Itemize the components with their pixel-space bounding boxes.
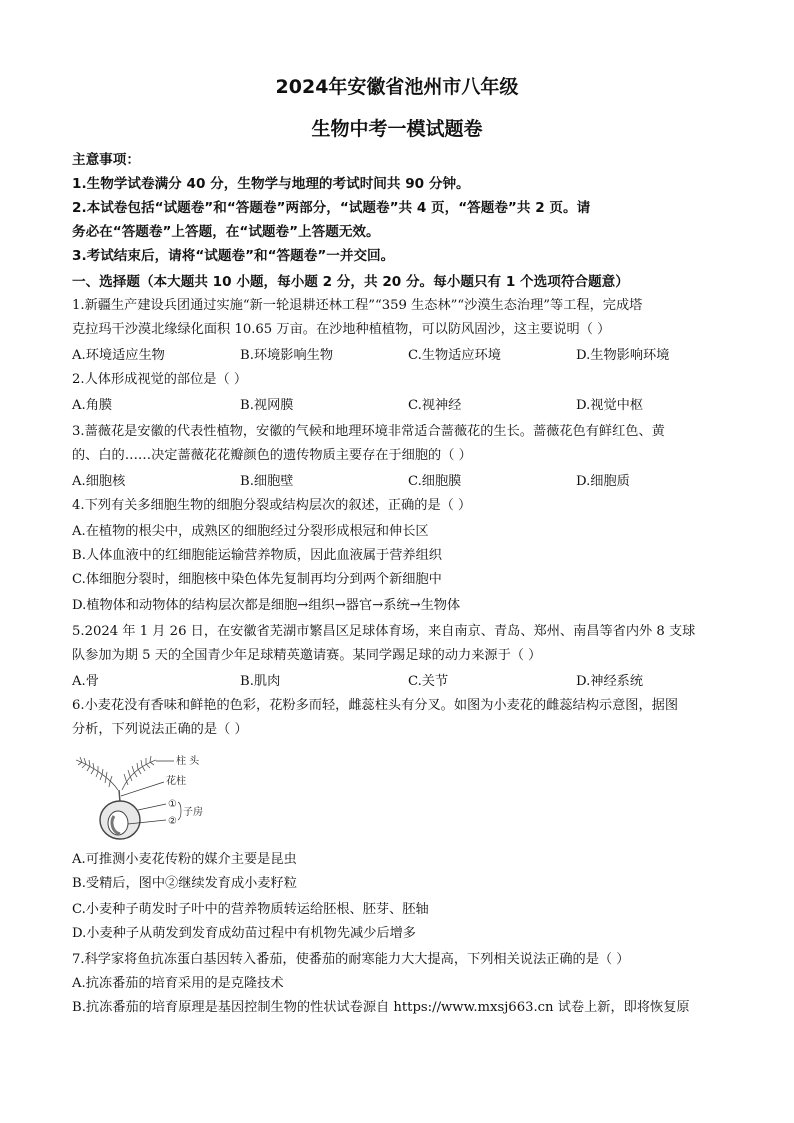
q4-option-c[interactable]: C.体细胞分裂时，细胞核中染色体先复制再均分到两个新细胞中 — [72, 572, 442, 587]
notice-item: 3.考试结束后，请将“试题卷”和“答题卷”一并交回。 — [72, 248, 395, 264]
question-6-line: 分析，下列说法正确的是（ ） — [72, 722, 248, 737]
question-1-line: 克拉玛干沙漠北缘绿化面积 10.65 万亩。在沙地种植植物，可以防风固沙，这主要说明（ ） — [72, 322, 611, 337]
q2-option-d[interactable]: D.视觉中枢 — [576, 398, 644, 413]
section-heading: 一、选择题（本大题共 10 小题，每小题 2 分，共 20 分。每小题只有 1 个选项符合题意） — [72, 274, 629, 290]
notice-item: 务必在“答题卷”上答题，在“试题卷”上答题无效。 — [72, 224, 380, 240]
question-2-line: 2.人体形成视觉的部位是（ ） — [72, 372, 248, 387]
label-part-2: ② — [168, 816, 177, 827]
stigma-left-icon — [76, 757, 118, 790]
q3-option-b[interactable]: B.细胞壁 — [240, 474, 294, 489]
q2-option-a[interactable]: A.角膜 — [72, 398, 113, 413]
label-ovary: 子房 — [183, 807, 203, 818]
q4-option-b[interactable]: B.人体血液中的红细胞能运输营养物质，因此血液属于营养组织 — [72, 548, 442, 563]
question-6-line: 6.小麦花没有香味和鲜艳的色彩，花粉多而轻，雌蕊柱头有分叉。如图为小麦花的雌蕊结构示意图，据图 — [72, 698, 679, 713]
question-5-line: 队参加为期 5 天的全国青少年足球精英邀请赛。某同学踢足球的动力来源于（ ） — [72, 648, 542, 663]
q6-option-d[interactable]: D.小麦种子从萌发到发育成幼苗过程中有机物先减少后增多 — [72, 926, 416, 941]
q1-option-b[interactable]: B.环境影响生物 — [240, 348, 334, 363]
ovary-icon — [100, 801, 140, 839]
question-3-line: 的、白的……决定蔷薇花花瓣颜色的遗传物质主要存在于细胞的（ ） — [72, 448, 472, 463]
notice-item: 2.本试卷包括“试题卷”和“答题卷”两部分，“试题卷”共 4 页，“答题卷”共 2 页。请 — [72, 200, 591, 216]
label-stigma: 柱 头 — [176, 756, 200, 767]
q6-option-c[interactable]: C.小麦种子萌发时子叶中的营养物质转运给胚根、胚芽、胚轴 — [72, 902, 429, 917]
question-1-line: 1.新疆生产建设兵团通过实施“新一轮退耕还林工程”“359 生态林”“沙漠生态治理”等工程，完成塔 — [72, 298, 643, 313]
q2-option-c[interactable]: C.视神经 — [408, 398, 462, 413]
q3-option-a[interactable]: A.细胞核 — [72, 474, 126, 489]
wheat-pistil-figure — [70, 752, 220, 842]
question-4-line: 4.下列有关多细胞生物的细胞分裂或结构层次的叙述，正确的是（ ） — [72, 498, 472, 513]
q2-option-b[interactable]: B.视网膜 — [240, 398, 294, 413]
stigma-right-icon — [122, 756, 156, 790]
q3-option-d[interactable]: D.细胞质 — [576, 474, 630, 489]
q5-option-d[interactable]: D.神经系统 — [576, 674, 644, 689]
q4-option-a[interactable]: A.在植物的根尖中，成熟区的细胞经过分裂形成根冠和伸长区 — [72, 524, 429, 539]
question-5-line: 5.2024 年 1 月 26 日，在安徽省芜湖市繁昌区足球体育场，来自南京、青岛、郑州、南昌等省内外 8 支球 — [72, 624, 696, 639]
exam-title-line2: 生物中考一模试题卷 — [311, 118, 483, 140]
exam-title-line1: 2024年安徽省池州市八年级 — [275, 76, 519, 98]
question-3-line: 3.蔷薇花是安徽的代表性植物，安徽的气候和地理环境非常适合蔷薇花的生长。蔷薇花色有鲜红色、黄 — [72, 424, 665, 439]
q6-option-b[interactable]: B.受精后，图中②继续发育成小麦籽粒 — [72, 876, 297, 891]
notice-heading: 主意事项： — [72, 152, 140, 168]
q1-option-d[interactable]: D.生物影响环境 — [576, 348, 670, 363]
style-icon — [119, 790, 120, 802]
q7-option-a[interactable]: A.抗冻番茄的培育采用的是克隆技术 — [72, 976, 284, 991]
q3-option-c[interactable]: C.细胞膜 — [408, 474, 462, 489]
q5-option-c[interactable]: C.关节 — [408, 674, 449, 689]
q6-option-a[interactable]: A.可推测小麦花传粉的媒介主要是昆虫 — [72, 852, 297, 867]
q4-option-d[interactable]: D.植物体和动物体的结构层次都是细胞→组织→器官→系统→生物体 — [72, 598, 461, 613]
q1-option-c[interactable]: C.生物适应环境 — [408, 348, 501, 363]
notice-item: 1.生物学试卷满分 40 分，生物学与地理的考试时间共 90 分钟。 — [72, 176, 470, 192]
q7-option-b[interactable]: B.抗冻番茄的培育原理是基因控制生物的性状试卷源自 https://www.mxsj663.cn 试卷上新，即将恢复原 — [72, 1000, 690, 1015]
label-part-1: ① — [168, 799, 177, 810]
q5-option-b[interactable]: B.肌肉 — [240, 674, 281, 689]
question-7-line: 7.科学家将鱼抗冻蛋白基因转入番茄，使番茄的耐寒能力大大提高，下列相关说法正确的是（ ） — [72, 952, 630, 967]
wheat-pistil-diagram — [70, 752, 220, 842]
q5-option-a[interactable]: A.骨 — [72, 674, 99, 689]
label-style: 花柱 — [166, 776, 186, 787]
q1-option-a[interactable]: A.环境适应生物 — [72, 348, 165, 363]
